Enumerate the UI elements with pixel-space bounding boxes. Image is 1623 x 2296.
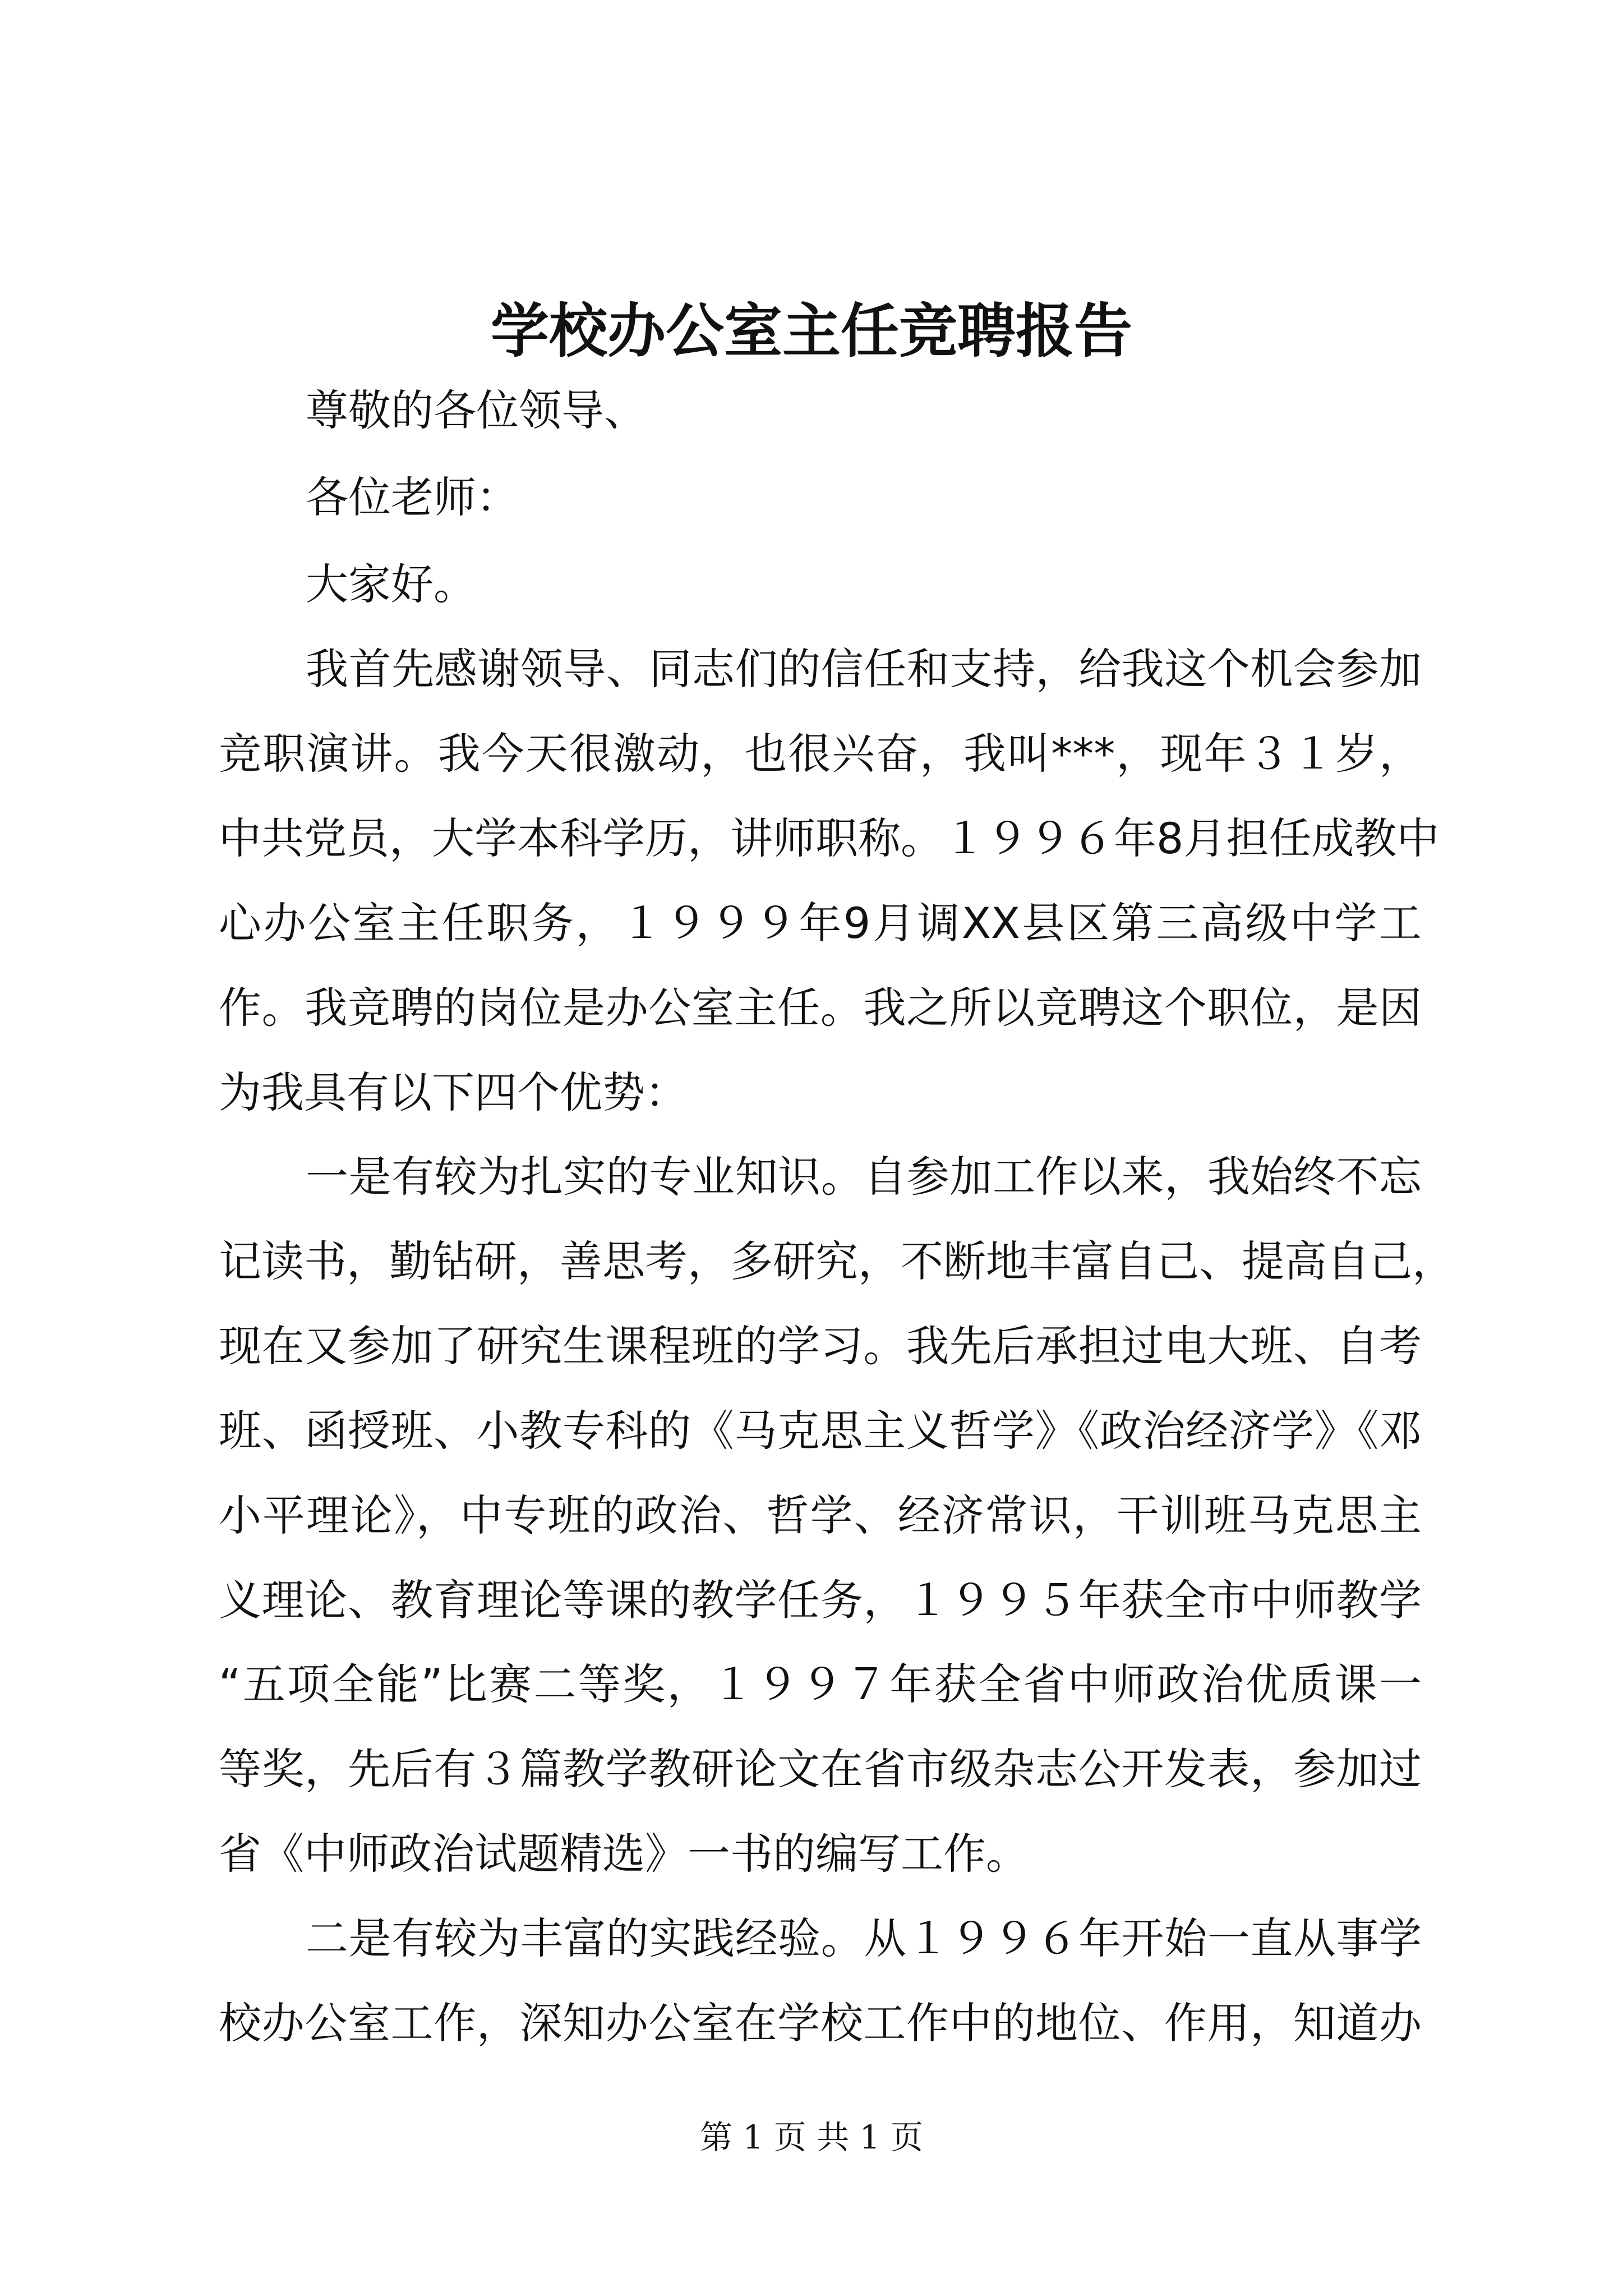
body-line: 现在又参加了研究生课程班的学习。我先后承担过电大班、自考: [219, 1321, 1422, 1371]
body-line: 尊敬的各位领导、: [306, 385, 647, 435]
body-line: 竞职演讲。我今天很激动，也很兴奋，我叫***，现年３１岁，: [219, 729, 1422, 779]
body-line: 各位老师：: [306, 472, 519, 522]
body-line: 为我具有以下四个优势：: [219, 1068, 688, 1117]
body-line: 等奖，先后有３篇教学教研论文在省市级杂志公开发表，参加过: [219, 1744, 1422, 1794]
body-line: 义理论、教育理论等课的教学任务，１９９５年获全市中师教学: [219, 1575, 1422, 1625]
body-line: 一是有较为扎实的专业知识。自参加工作以来，我始终不忘: [306, 1152, 1422, 1202]
body-line: 校办公室工作，深知办公室在学校工作中的地位、作用，知道办: [219, 1998, 1422, 2048]
body-line: 省《中师政治试题精选》一书的编写工作。: [219, 1829, 1029, 1879]
body-line: 小平理论》，中专班的政治、哲学、经济常识，干训班马克思主: [219, 1490, 1422, 1540]
page-number-footer: 第 1 页 共 1 页: [700, 2118, 923, 2156]
body-line: 中共党员，大学本科学历，讲师职称。１９９６年8月担任成教中: [219, 813, 1440, 863]
body-line: 大家好。: [306, 559, 476, 609]
body-line: 我首先感谢领导、同志们的信任和支持，给我这个机会参加: [306, 644, 1422, 694]
body-line: 二是有较为丰富的实践经验。从１９９６年开始一直从事学: [306, 1913, 1422, 1963]
body-line: 班、函授班、小教专科的《马克思主义哲学》《政治经济学》《邓: [219, 1406, 1422, 1456]
body-line: 记读书，勤钻研，善思考，多研究，不断地丰富自己、提高自己，: [219, 1236, 1455, 1286]
body-line: “五项全能”比赛二等奖，１９９７年获全省中师政治优质课一: [219, 1659, 1422, 1709]
body-line: 心办公室主任职务，１９９９年9月调XX县区第三高级中学工: [219, 898, 1422, 948]
document-title: 学校办公室主任竞聘报告: [490, 296, 1132, 365]
body-line: 作。我竞聘的岗位是办公室主任。我之所以竞聘这个职位，是因: [219, 983, 1422, 1033]
